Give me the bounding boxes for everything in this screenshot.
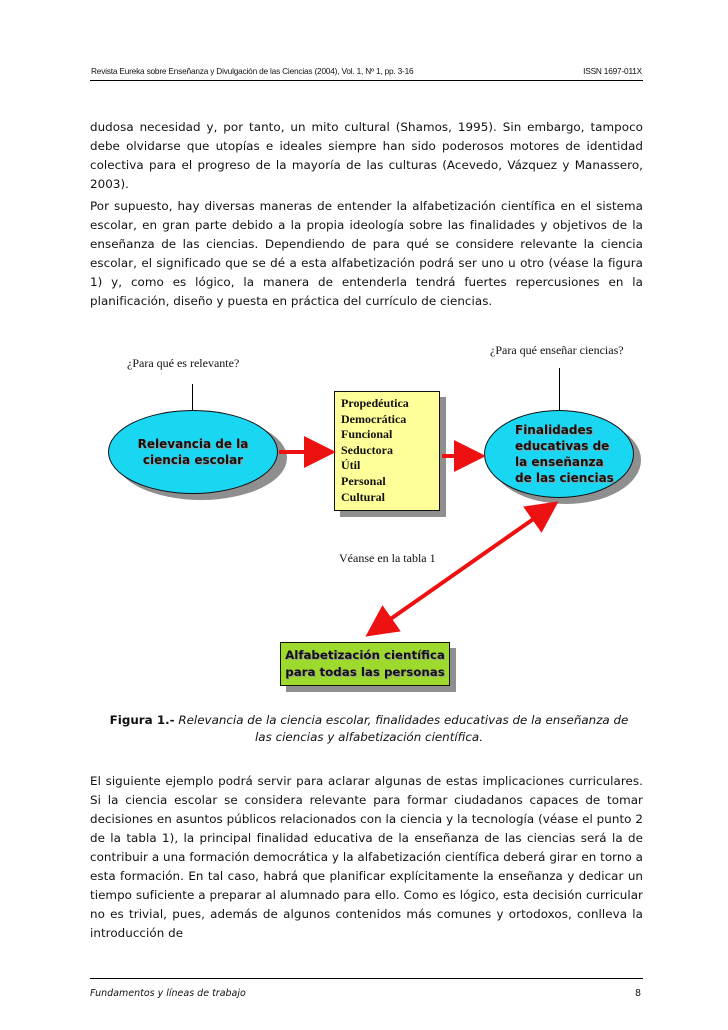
goals-node-line1: Finalidades xyxy=(515,423,593,437)
relevance-node-line2: ciencia escolar xyxy=(142,453,244,467)
goals-node-line4: de las ciencias xyxy=(515,471,614,485)
goals-node-line3: la enseñanza xyxy=(515,455,604,469)
literacy-node-line2: para todas las personas xyxy=(285,665,445,679)
purpose-item: Útil xyxy=(341,458,361,473)
purpose-item: Democrática xyxy=(341,411,407,426)
relevance-node-line1: Relevancia de la xyxy=(137,437,249,451)
body-paragraph-2: Por supuesto, hay diversas maneras de entender la alfabetización científica en el sistema escolar, en gran parte debido a la propia ideología sobre las finalidades y objetivos de la enseñanza de las ciencias. Dependiendo de para qué se considere relevante la ciencia escolar, el significado que se dé a esta alfabetización podrá ser uno u otro (véase la figura 1) y, como es lógico, la manera de entenderla tendrá fuertes repercusiones en la planificación, diseño y puesta en práctica del currículo de ciencias. xyxy=(90,199,643,308)
running-footer xyxy=(90,978,643,1001)
arrow-right-to-bottom xyxy=(372,506,552,632)
journal-citation: Revista Eureka sobre Enseñanza y Divulgación de las Ciencias (2004), Vol. 1, Nº 1, pp. 3-16 xyxy=(91,66,414,76)
purpose-item: Personal xyxy=(341,473,386,488)
purpose-item: Propedéutica xyxy=(341,396,409,410)
purpose-item: Seductora xyxy=(341,442,393,457)
goals-node-line2: educativas de xyxy=(515,439,610,453)
table-reference-note: Véanse en la tabla 1 xyxy=(339,551,436,565)
purpose-item: Funcional xyxy=(341,427,393,442)
purpose-item: Cultural xyxy=(341,489,386,504)
figure-caption xyxy=(100,712,638,746)
caption-text: Relevancia de la ciencia escolar, finalidades educativas de la enseñanza de las ciencias y alfabetización científica. xyxy=(178,713,629,744)
page-number: 8 xyxy=(634,988,641,999)
section-name: Fundamentos y líneas de trabajo xyxy=(90,988,246,999)
question-left: ¿Para qué es relevante? xyxy=(127,356,240,370)
body-paragraph-1: dudosa necesidad y, por tanto, un mito cultural (Shamos, 1995). Sin embargo, tampoco debe olvidarse que utopías e ideales siempre han sido poderosos motores de identidad colectiva para el progreso de la mayoría de las culturas (Acevedo, Vázquez y Manassero, 2003). xyxy=(90,120,643,191)
body-paragraph-3: El siguiente ejemplo podrá servir para aclarar algunas de estas implicaciones curriculares. Si la ciencia escolar se considera relevante para formar ciudadanos capaces de tomar decisiones en asuntos públicos relacionados con la ciencia y la tecnología (véase el punto 2 de la tabla 1), la principal finalidad educativa de la enseñanza de las ciencias será la de contribuir a una formación democrática y la alfabetización científica deberá girar en torno a esta formación. En tal caso, habrá que planificar explícitamente la enseñanza y dedicar un tiempo suficiente a preparar al alumnado para ello. Como es lógico, esta decisión curricular no es trivial, pues, además de algunos contenidos más comunes y ortodoxos, conlleva la introducción de xyxy=(90,774,643,940)
literacy-node-line1: Alfabetización científica xyxy=(285,648,445,662)
question-right: ¿Para qué enseñar ciencias? xyxy=(490,343,624,357)
caption-label: Figura 1.- xyxy=(109,713,175,727)
issn: ISSN 1697-011X xyxy=(583,66,642,76)
